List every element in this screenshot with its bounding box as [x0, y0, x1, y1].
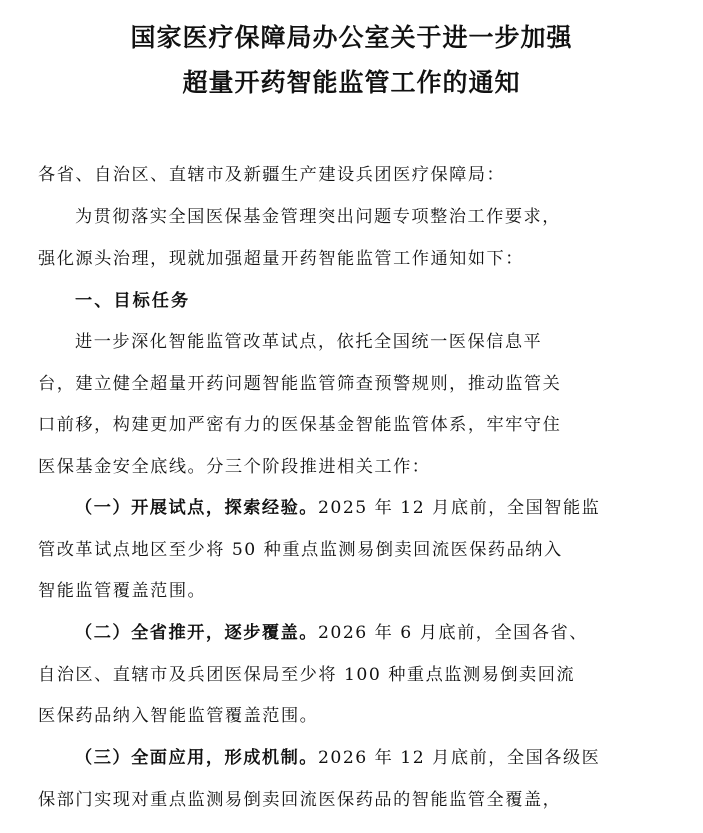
item1-line-2: 管改革试点地区至少将 50 种重点监测易倒卖回流医保药品纳入 [38, 539, 563, 560]
item3-label: （三）全面应用，形成机制。 [75, 748, 318, 768]
intro-line-2: 强化源头治理，现就加强超量开药智能监管工作通知如下： [38, 248, 524, 269]
section1-line-1: 进一步深化智能监管改革试点，依托全国统一医保信息平 [75, 332, 543, 352]
salutation-text: 各省、自治区、直辖市及新疆生产建设兵团医疗保障局： [38, 165, 506, 185]
section1-paragraph [38, 322, 678, 488]
item2-line-1-rest: 2026 年 6 月底前，全国各省、 [317, 623, 588, 643]
item3-line-1 [38, 738, 678, 780]
document-title-line-2: 超量开药智能监管工作的通知 [182, 68, 521, 97]
item1-line-3: 智能监管覆盖范围。 [38, 581, 207, 601]
salutation [38, 155, 678, 197]
item2-line-1 [38, 613, 678, 655]
item2-paragraph [38, 613, 678, 738]
section-heading-goals: 一、目标任务 [75, 291, 191, 311]
item2-label: （二）全省推开，逐步覆盖。 [75, 623, 318, 643]
section1-line-3: 口前移，构建更加严密有力的医保基金智能监管体系，牢牢守住 [38, 415, 562, 435]
item1-line-1-rest: 2025 年 12 月底前，全国智能监 [317, 498, 601, 518]
item2-line-3: 医保药品纳入智能监管覆盖范围。 [38, 706, 319, 726]
item3-line-2: 保部门实现对重点监测易倒卖回流医保药品的智能监管全覆盖， [38, 789, 562, 810]
intro-line-1: 为贯彻落实全国医保基金管理突出问题专项整治工作要求， [75, 207, 561, 227]
item1-label: （一）开展试点，探索经验。 [75, 498, 318, 518]
item1-line-1 [38, 488, 678, 530]
item3-paragraph [38, 738, 678, 821]
item1-paragraph [38, 488, 678, 613]
item3-line-1-rest: 2026 年 12 月底前，全国各级医 [317, 748, 601, 768]
section1-line-4: 医保基金安全底线。分三个阶段推进相关工作： [38, 456, 431, 477]
item2-line-2: 自治区、直辖市及兵团医保局至少将 100 种重点监测易倒卖回流 [38, 664, 576, 685]
document-title-line-1: 国家医疗保障局办公室关于进一步加强 [130, 23, 573, 52]
section1-line-2: 台，建立健全超量开药问题智能监管筛查预警规则，推动监管关 [38, 373, 562, 394]
intro-paragraph [38, 197, 678, 280]
